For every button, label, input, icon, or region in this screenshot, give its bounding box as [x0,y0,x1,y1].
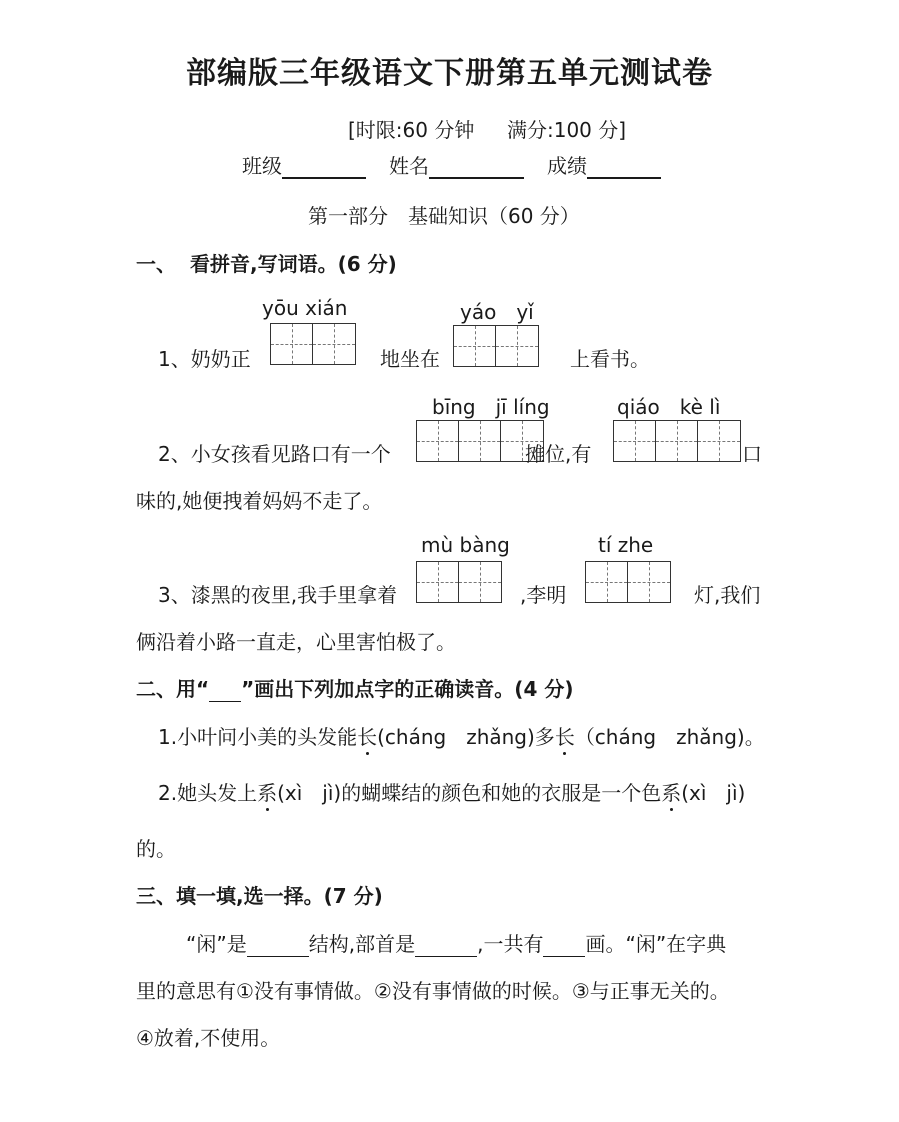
stroke-count-blank[interactable] [543,936,585,957]
q2-line2-text: 2.她头发上 [158,781,258,805]
q1-item2-text2: 摊位,有 [525,442,592,466]
score-label: 成绩 [547,154,587,178]
q1-number: 一、 [136,252,176,276]
q3-para3: ④放着,不使用。 [136,1026,281,1050]
time-limit: [时限:60 分钟 [348,118,475,142]
q3-para2: 里的意思有①没有事情做。②没有事情做的时候。③与正事无关的。 [136,979,730,1003]
writing-grid[interactable] [270,323,356,365]
q1-item3-text3: 灯,我们 [694,583,761,607]
q3-text: ,一共有 [477,932,544,956]
q1-item3-text2: ,李明 [520,583,567,607]
name-label: 姓名 [389,154,429,178]
q1-item1-text3: 上看书。 [570,347,650,371]
q3-text: 画。“闲”在字典 [585,932,727,956]
q3-para1 [186,928,726,957]
q1-item3-text: 3、漆黑的夜里,我手里拿着 [158,583,398,607]
q1-item1-text2: 地坐在 [380,347,440,371]
q2-line1-options[interactable]: (cháng zhǎng)多 [377,725,555,749]
score-field [547,150,661,179]
q2-line2-options[interactable]: (xì jì)的蝴蝶结的颜色和她的衣服是一个色 [277,781,662,805]
full-score: 满分:100 分] [507,118,627,142]
writing-grid[interactable] [613,420,741,462]
writing-grid[interactable] [453,325,539,367]
class-blank[interactable] [282,155,366,179]
q3-heading: 三、填一填,选一择。(7 分) [136,884,383,908]
q2-heading [136,673,573,702]
q3-text: 结构,部首是 [308,932,416,956]
q2-line2-end: 的。 [136,837,176,861]
radical-blank[interactable] [415,936,477,957]
writing-grid[interactable] [416,561,502,603]
q3-text: “闲”是 [186,932,247,956]
q2-line1-text: 1.小叶问小美的头发能 [158,725,358,749]
q1-item3-text4: 俩沿着小路一直走，心里害怕极了。 [136,630,456,654]
dotted-char: 系 [257,777,277,806]
pinyin-youxian: yōu xián [262,296,348,320]
pinyin-tizhe: tí zhe [598,533,654,557]
score-blank[interactable] [587,155,661,179]
q2-line1 [158,721,765,750]
underline-sample [209,681,241,702]
name-blank[interactable] [429,155,524,179]
structure-blank[interactable] [247,936,309,957]
pinyin-yaoyi: yáo yǐ [460,300,534,324]
q2-heading-part1: 二、用“ [136,677,210,701]
writing-grid[interactable] [585,561,671,603]
q2-line2 [158,777,745,806]
q1-item1-text: 1、奶奶正 [158,347,251,371]
q2-heading-part2: ”画出下列加点字的正确读音。(4 分) [241,677,574,701]
q1-item2-text: 2、小女孩看见路口有一个 [158,442,391,466]
pinyin-mubang: mù bàng [421,533,510,557]
part-heading: 第一部分 基础知识（60 分） [308,204,580,228]
q1-item2-text3: 口 [742,442,762,466]
page-title: 部编版三年级语文下册第五单元测试卷 [186,56,713,91]
dotted-char: 长 [357,721,377,750]
q2-line1-options2[interactable]: （cháng zhǎng)。 [574,725,765,749]
class-label: 班级 [242,154,282,178]
pinyin-qiaokeli: qiáo kè lì [617,395,721,419]
q2-line2-options2[interactable]: (xì jì) [681,781,746,805]
name-field [389,150,524,179]
q1-item2-text4: 味的,她便拽着妈妈不走了。 [136,489,383,513]
dotted-char: 系 [661,777,681,806]
pinyin-bingjiling: bīng jī líng [432,395,550,419]
dotted-char: 长 [555,721,575,750]
q1-heading: 看拼音,写词语。(6 分) [190,252,397,276]
class-field [242,150,366,179]
